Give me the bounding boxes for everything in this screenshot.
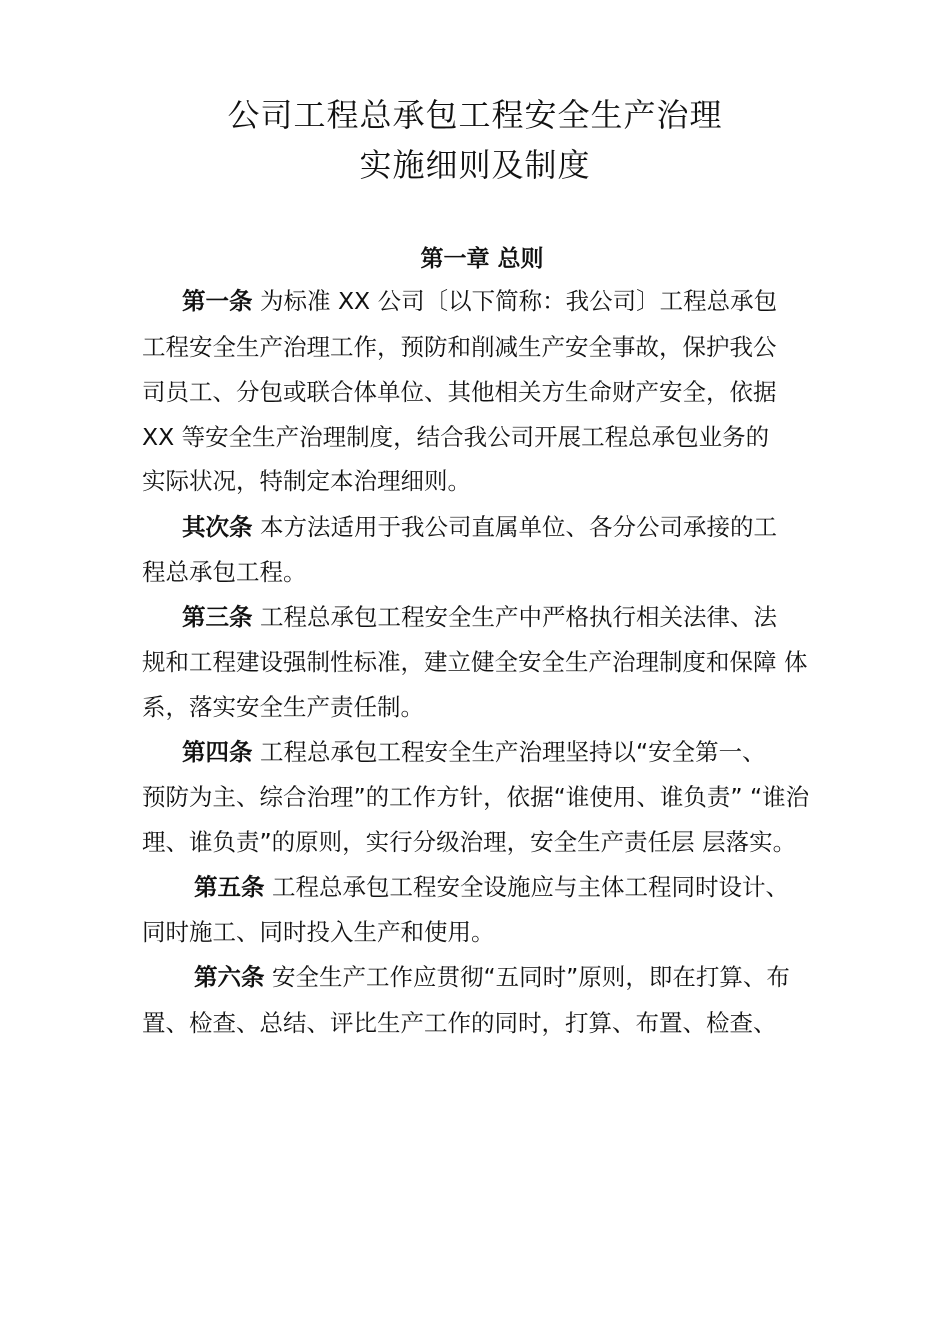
article-3-label: 第三条 — [182, 603, 253, 631]
article-6-line-2: 置、检查、总结、评比生产工作的同时，打算、布置、检查、 — [142, 1009, 777, 1037]
article-6-text: 安全生产工作应贯彻“五同时”原则，即在打算、布 — [271, 963, 790, 991]
article-4-text: 工程总承包工程安全生产治理坚持以“安全第一、 — [259, 738, 766, 766]
article-6-line-1 — [194, 962, 790, 992]
article-4-line-3: 理、谁负责”的原则，实行分级治理，安全生产责任层 层落实。 — [142, 828, 797, 856]
article-3-line-2: 规和工程建设强制性标准，建立健全安全生产治理制度和保障 体 — [142, 648, 808, 676]
article-1-line-4: XX 等安全生产治理制度，结合我公司开展工程总承包业务的 — [142, 423, 770, 451]
article-3-text: 工程总承包工程安全生产中严格执行相关法律、法 — [259, 603, 777, 631]
article-1-line-3: 司员工、分包或联合体单位、其他相关方生命财产安全，依据 — [142, 378, 777, 406]
article-3-line-3: 系，落实安全生产责任制。 — [142, 693, 424, 721]
article-4-line-1 — [182, 737, 766, 767]
article-2-line-1 — [182, 512, 777, 542]
article-1-line-2: 工程安全生产治理工作，预防和削减生产安全事故，保护我公 — [142, 333, 777, 361]
document-title-line-2: 实施细则及制度 — [359, 146, 591, 184]
article-1-text: 为标准 XX 公司〔以下简称：我公司〕工程总承包 — [259, 287, 778, 315]
article-1-line-1 — [182, 286, 777, 316]
chapter-heading: 第一章 总则 — [420, 246, 544, 272]
article-1-line-5: 实际状况，特制定本治理细则。 — [142, 467, 471, 495]
article-5-line-1 — [194, 872, 789, 902]
article-3-line-1 — [182, 602, 777, 632]
article-1-label: 第一条 — [182, 287, 253, 315]
article-6-label: 第六条 — [194, 963, 265, 991]
article-2-label: 其次条 — [182, 513, 253, 541]
article-5-line-2: 同时施工、同时投入生产和使用。 — [142, 918, 495, 946]
document-title-line-1: 公司工程总承包工程安全生产治理 — [227, 96, 723, 134]
article-2-text: 本方法适用于我公司直属单位、各分公司承接的工 — [259, 513, 777, 541]
article-4-label: 第四条 — [182, 738, 253, 766]
article-5-label: 第五条 — [194, 873, 265, 901]
article-2-line-2: 程总承包工程。 — [142, 558, 307, 586]
article-4-line-2: 预防为主、综合治理”的工作方针，依据“谁使用、谁负责” “谁治 — [142, 783, 810, 811]
article-5-text: 工程总承包工程安全设施应与主体工程同时设计、 — [271, 873, 789, 901]
